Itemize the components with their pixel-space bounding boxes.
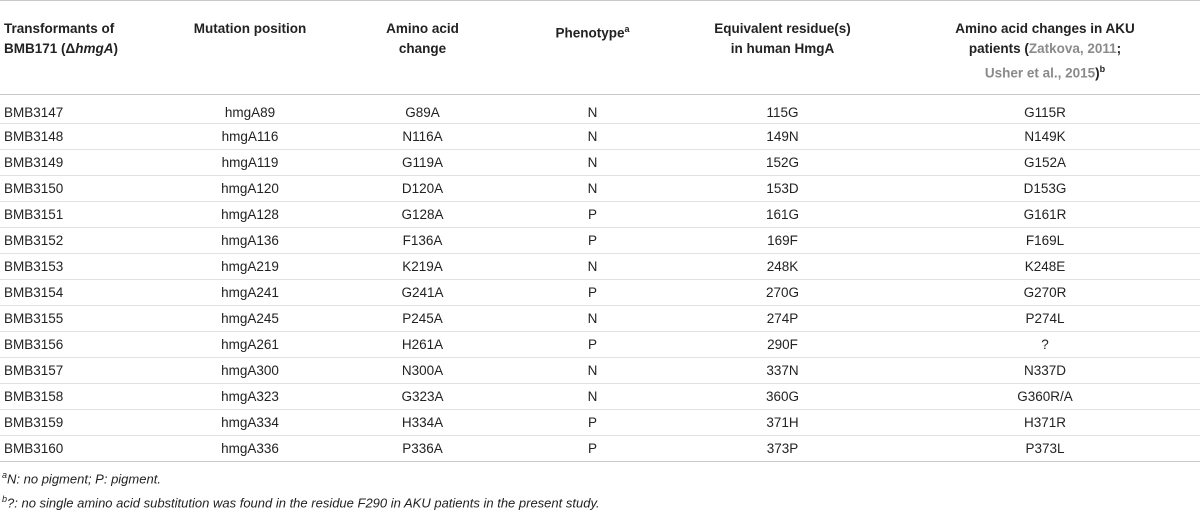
footnote-b: $^b$?: no single amino acid substitution was found in the residue F290 in AKU patients in the present study. <box>2 493 600 511</box>
cell-mutation-position: hmgA245 <box>221 310 279 326</box>
table-row <box>0 383 1200 409</box>
cell-mutation-position: hmgA89 <box>224 105 276 120</box>
table-row <box>0 94 1200 123</box>
cell-amino-acid-change: G128A <box>401 206 444 222</box>
table-row <box>0 331 1200 357</box>
table-row <box>0 279 1200 305</box>
cell-aku-change: F169L <box>1025 232 1065 248</box>
cell-amino-acid-change: G119A <box>401 154 444 170</box>
cell-aku-change: P373L <box>1025 440 1065 456</box>
cell-mutation-position: hmgA128 <box>221 206 279 222</box>
cell-amino-acid-change: P245A <box>402 310 443 326</box>
cell-amino-acid-change: G323A <box>401 388 444 404</box>
cell-mutation-position: hmgA334 <box>221 414 279 430</box>
cell-aku-change: P274L <box>1025 310 1065 326</box>
table-row <box>0 175 1200 201</box>
cell-equivalent-residue: 270G <box>765 284 800 300</box>
cell-phenotype: N <box>587 128 598 144</box>
table-row <box>0 357 1200 383</box>
cell-mutation-position: hmgA336 <box>221 440 279 456</box>
cell-equivalent-residue: 337N <box>766 362 799 378</box>
cell-amino-acid-change: G89A <box>405 105 440 120</box>
cell-phenotype: N <box>587 362 598 378</box>
cell-equivalent-residue: 153D <box>766 180 799 196</box>
cell-equivalent-residue: 169F <box>767 232 798 248</box>
cell-amino-acid-change: H334A <box>401 414 444 430</box>
cell-transformant: BMB3155 <box>4 310 64 326</box>
cell-amino-acid-change: G241A <box>401 284 444 300</box>
cell-mutation-position: hmgA241 <box>221 284 279 300</box>
cell-mutation-position: hmgA120 <box>221 180 279 196</box>
cell-transformant: BMB3147 <box>4 105 64 120</box>
header-transformants: Transformants of BMB171 (ΔhmgA) <box>4 21 118 56</box>
table-row <box>0 253 1200 279</box>
table-row <box>0 305 1200 331</box>
cell-amino-acid-change: N116A <box>402 128 443 144</box>
cell-amino-acid-change: P336A <box>402 440 443 456</box>
cell-equivalent-residue: 149N <box>766 128 799 144</box>
reference-link-zatkova[interactable]: Zatkova, 2011 <box>1028 41 1117 56</box>
cell-amino-acid-change: H261A <box>401 336 444 352</box>
cell-transformant: BMB3160 <box>4 440 64 456</box>
cell-mutation-position: hmgA261 <box>221 336 279 352</box>
cell-phenotype: P <box>587 206 597 222</box>
cell-aku-change: N149K <box>1024 128 1066 144</box>
cell-equivalent-residue: 115G <box>766 105 799 120</box>
cell-aku-change: G270R <box>1023 284 1067 300</box>
cell-equivalent-residue: 371H <box>766 414 799 430</box>
cell-aku-change: K248E <box>1024 258 1066 274</box>
cell-equivalent-residue: 290F <box>767 336 798 352</box>
header-phenotype: Phenotype$^a$ <box>555 24 630 41</box>
cell-transformant: BMB3153 <box>4 258 64 274</box>
cell-equivalent-residue: 152G <box>765 154 800 170</box>
cell-aku-change: G152A <box>1023 154 1067 170</box>
cell-phenotype: P <box>587 440 597 456</box>
cell-mutation-position: hmgA300 <box>221 362 279 378</box>
cell-aku-change: G161R <box>1023 206 1067 222</box>
cell-transformant: BMB3148 <box>4 128 64 144</box>
cell-amino-acid-change: D120A <box>401 180 444 196</box>
cell-transformant: BMB3151 <box>4 206 64 222</box>
cell-aku-change: H371R <box>1023 414 1067 430</box>
cell-phenotype: P <box>587 336 597 352</box>
cell-mutation-position: hmgA136 <box>221 232 279 248</box>
table-row <box>0 123 1200 149</box>
cell-phenotype: P <box>587 284 597 300</box>
cell-equivalent-residue: 360G <box>765 388 800 404</box>
header-aku-changes: Amino acid changes in AKU patients (Zatkova, 2011; Usher et al., 2015)$^b$ <box>955 21 1135 81</box>
cell-amino-acid-change: N300A <box>401 362 444 378</box>
cell-equivalent-residue: 248K <box>766 258 799 274</box>
footnote-a: $^a$N: no pigment; P: pigment. <box>2 469 161 486</box>
cell-equivalent-residue: 373P <box>766 440 799 456</box>
table-header <box>0 1 1200 95</box>
cell-phenotype: N <box>587 105 598 120</box>
cell-transformant: BMB3149 <box>4 154 64 170</box>
header-amino-acid-change: Amino acid change <box>386 21 459 56</box>
cell-mutation-position: hmgA323 <box>221 388 279 404</box>
cell-transformant: BMB3159 <box>4 414 64 430</box>
cell-equivalent-residue: 274P <box>766 310 799 326</box>
reference-link-usher[interactable]: Usher et al., 2015 <box>984 65 1096 81</box>
cell-transformant: BMB3157 <box>4 362 64 378</box>
table-body <box>0 94 1200 461</box>
cell-amino-acid-change: K219A <box>402 258 443 274</box>
table-row <box>0 149 1200 175</box>
cell-transformant: BMB3152 <box>4 232 64 248</box>
header-mutation-position: Mutation position <box>193 21 307 36</box>
cell-amino-acid-change: F136A <box>402 232 443 248</box>
cell-aku-change: D153G <box>1023 180 1067 196</box>
table-row <box>0 201 1200 227</box>
footnotes <box>0 465 1200 514</box>
cell-transformant: BMB3150 <box>4 180 64 196</box>
cell-phenotype: P <box>587 232 597 248</box>
cell-transformant: BMB3156 <box>4 336 64 352</box>
cell-phenotype: N <box>587 258 598 274</box>
cell-equivalent-residue: 161G <box>765 206 800 222</box>
cell-phenotype: N <box>587 154 598 170</box>
cell-transformant: BMB3154 <box>4 284 64 300</box>
cell-phenotype: N <box>587 388 598 404</box>
cell-aku-change: G360R/A <box>1017 388 1073 404</box>
cell-mutation-position: hmgA119 <box>221 154 279 170</box>
table-row <box>0 227 1200 253</box>
cell-phenotype: N <box>587 180 598 196</box>
cell-aku-change: N337D <box>1023 362 1067 378</box>
table-row <box>0 409 1200 435</box>
cell-aku-change: ? <box>1041 336 1049 352</box>
header-equivalent-residue: Equivalent residue(s) in human HmgA <box>714 21 851 56</box>
table-row <box>0 435 1200 461</box>
cell-mutation-position: hmgA219 <box>221 258 279 274</box>
cell-phenotype: P <box>587 414 597 430</box>
cell-mutation-position: hmgA116 <box>221 128 279 144</box>
cell-phenotype: N <box>587 310 598 326</box>
cell-transformant: BMB3158 <box>4 388 64 404</box>
cell-aku-change: G115R <box>1024 105 1066 120</box>
